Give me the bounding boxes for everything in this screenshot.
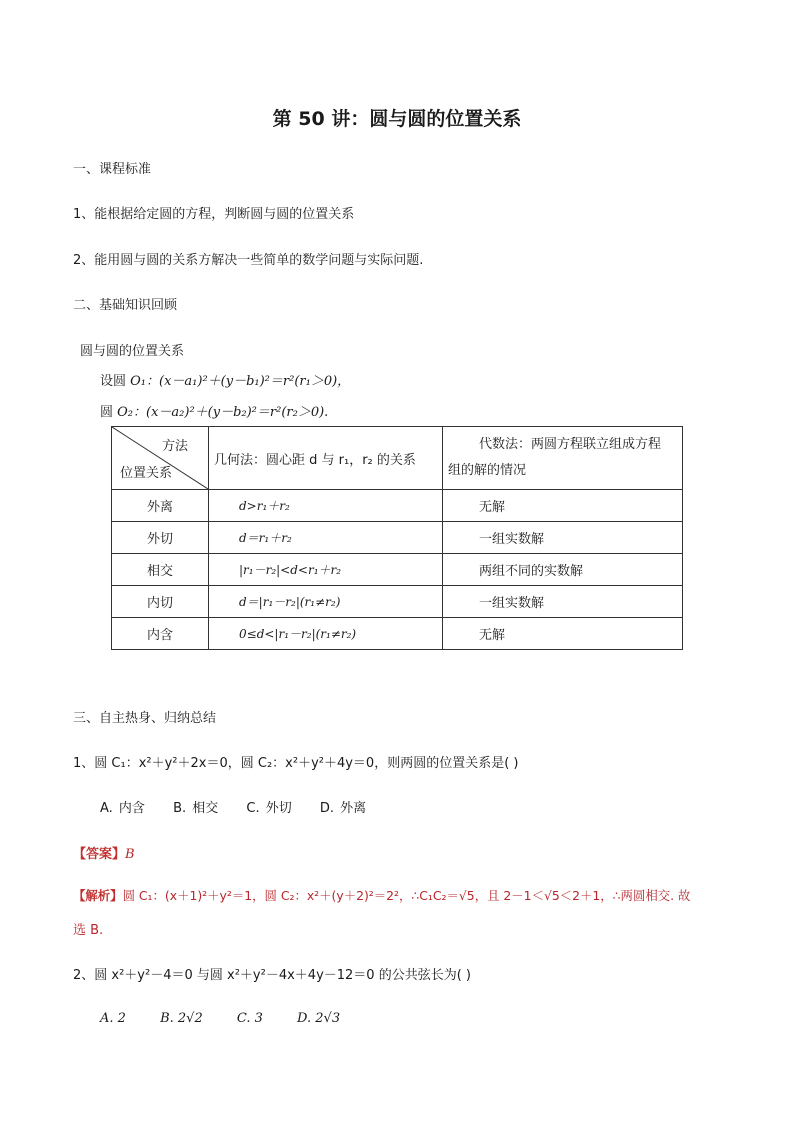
answer-tag: 【答案】 [73, 847, 126, 862]
option-a: A. 2 [100, 1011, 126, 1026]
geometric-cell: d＝|r₁－r₂|(r₁≠r₂) [209, 586, 443, 618]
circle-o1-formula: O₁：(x－a₁)²＋(y－b₁)²＝r²(r₁＞0)， [130, 374, 351, 389]
option-a: A. 内含 [100, 801, 145, 816]
analysis-line-2: 选 B. [73, 923, 104, 938]
circle-o1-prefix: 设圆 [100, 374, 131, 389]
algebraic-cell: 无解 [443, 618, 683, 650]
option-c: C. 3 [236, 1011, 263, 1026]
question-1-stem: 1、圆 C₁：x²＋y²＋2x＝0，圆 C₂：x²＋y²＋4y＝0，则两圆的位置关系是( ) [73, 756, 519, 771]
corner-label-method: 方法 [161, 439, 188, 454]
standard-item-1: 1、能根据给定圆的方程，判断圆与圆的位置关系 [73, 207, 355, 222]
table-row [112, 586, 683, 618]
section-heading-standards: 一、课程标准 [73, 162, 152, 177]
circle-o2-equation [100, 401, 328, 420]
circle-o2-formula: O₂：(x－a₂)²＋(y－b₂)²＝r²(r₂＞0). [117, 405, 329, 420]
algebraic-cell: 两组不同的实数解 [443, 554, 683, 586]
section-heading-review: 二、基础知识回顾 [73, 298, 178, 313]
table-header-row [112, 427, 683, 490]
relation-cell: 外离 [112, 490, 209, 522]
header-algebraic-line2: 组的解的情况 [448, 463, 527, 478]
header-geometric-method: 几何法：圆心距 d 与 r₁，r₂ 的关系 [209, 427, 443, 490]
position-relation-table [111, 426, 683, 650]
relation-cell: 相交 [112, 554, 209, 586]
algebraic-cell: 一组实数解 [443, 522, 683, 554]
circle-o1-equation [100, 370, 350, 389]
algebraic-cell: 一组实数解 [443, 586, 683, 618]
question-1-options [100, 797, 366, 816]
geometric-cell: 0≤d<|r₁－r₂|(r₁≠r₂) [209, 618, 443, 650]
table-row [112, 522, 683, 554]
header-algebraic-method [443, 427, 683, 490]
analysis-line-1: 圆 C₁：(x＋1)²＋y²＝1，圆 C₂：x²＋(y＋2)²＝2²，∴C₁C₂＝√5，且 2－1＜√5＜2＋1，∴两圆相交. 故 [122, 888, 691, 903]
option-d: D. 外离 [319, 801, 367, 816]
question-1-analysis [73, 886, 690, 904]
question-1-answer [73, 843, 135, 862]
table-row [112, 618, 683, 650]
relation-cell: 外切 [112, 522, 209, 554]
question-2-options [100, 1011, 340, 1026]
table-corner-cell [112, 427, 209, 490]
algebraic-cell: 无解 [443, 490, 683, 522]
question-2-stem: 2、圆 x²＋y²－4＝0 与圆 x²＋y²－4x＋4y－12＝0 的公共弦长为( ) [73, 968, 471, 983]
option-d: D. 2√3 [297, 1011, 341, 1026]
analysis-tag: 【解析】 [73, 888, 123, 903]
option-b: B. 相交 [173, 801, 219, 816]
geometric-cell: d＝r₁＋r₂ [209, 522, 443, 554]
header-algebraic-line1: 代数法：两圆方程联立组成方程 [479, 437, 662, 452]
geometric-cell: d>r₁＋r₂ [209, 490, 443, 522]
standard-item-2: 2、能用圆与圆的关系方解决一些简单的数学问题与实际问题. [73, 253, 424, 268]
corner-label-relation: 位置关系 [120, 466, 173, 481]
option-b: B. 2√2 [160, 1011, 203, 1026]
geometric-cell: |r₁－r₂|<d<r₁＋r₂ [209, 554, 443, 586]
relation-cell: 内含 [112, 618, 209, 650]
relation-cell: 内切 [112, 586, 209, 618]
table-row [112, 490, 683, 522]
review-heading: 圆与圆的位置关系 [80, 344, 185, 359]
answer-value: B [125, 847, 135, 862]
option-c: C. 外切 [246, 801, 292, 816]
circle-o2-prefix: 圆 [100, 405, 118, 420]
section-heading-practice: 三、自主热身、归纳总结 [73, 711, 217, 726]
page-title: 第 50 讲：圆与圆的位置关系 [272, 108, 522, 130]
table-row [112, 554, 683, 586]
